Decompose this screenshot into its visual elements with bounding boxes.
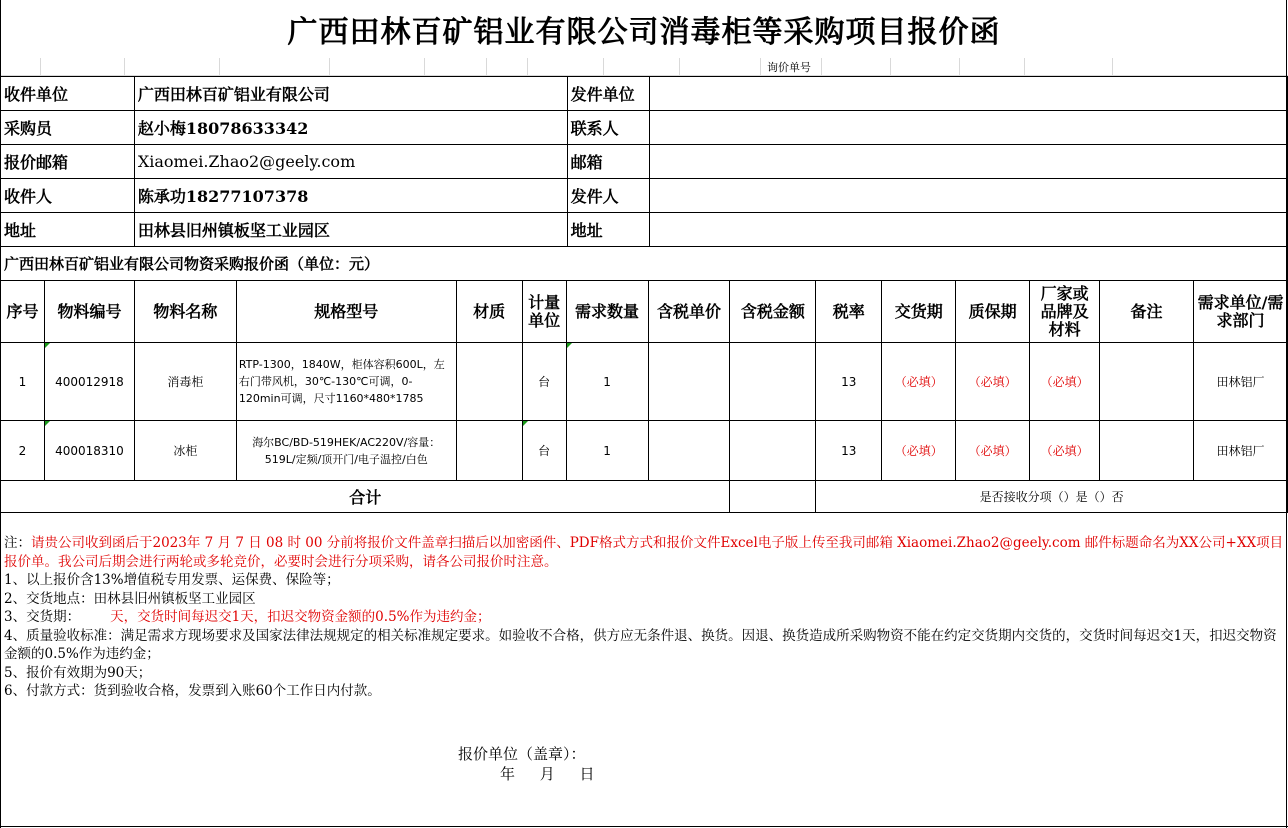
cell-tax: 13 [816,421,882,481]
total-label: 合计 [1,481,730,513]
cell-no: 2 [1,421,45,481]
table-header-row [1,281,1288,343]
cell-brand[interactable]: （必填） [1030,343,1100,421]
table-row [1,343,1288,421]
cell-remark[interactable] [1100,421,1194,481]
cell-dept: 田林铝厂 [1193,421,1287,481]
info-row [1,179,1288,213]
frame-border [0,826,1288,827]
info-table [0,76,1288,247]
info-label: 报价邮箱 [1,145,135,179]
cell-delivery[interactable]: （必填） [882,343,956,421]
col-header-tax: 税率 [816,281,882,343]
cell-delivery[interactable]: （必填） [882,421,956,481]
info-value[interactable]: 广西田林百矿铝业有限公司 [134,77,567,111]
cell-unit: 台 [522,421,566,481]
cell-no: 1 [1,343,45,421]
info-value[interactable]: 田林县旧州镇板坚工业园区 [134,213,567,247]
note-item: 2、交货地点：田林县旧州镇板坚工业园区 [4,590,256,607]
info-label: 收件人 [1,179,135,213]
signature-date: 年 月 日 [500,765,595,783]
info-row [1,77,1288,111]
note-item: 5、报价有效期为90天； [4,664,152,681]
col-header-remark: 备注 [1100,281,1194,343]
info-row [1,213,1288,247]
cell-tax: 13 [816,343,882,421]
note-item: 1、以上报价含13%增值税专用发票、运保费、保险等； [4,572,340,588]
frame-border [1286,0,1287,828]
cell-warranty[interactable]: （必填） [956,421,1030,481]
cell-price[interactable] [648,343,730,421]
col-header-spec: 规格型号 [236,281,456,343]
note-item [4,608,1284,627]
cell-amount[interactable] [730,421,816,481]
info-row [1,145,1288,179]
cell-material[interactable] [456,421,522,481]
col-header-delivery: 交货期 [882,281,956,343]
note-intro [4,534,1284,571]
cell-brand[interactable]: （必填） [1030,421,1100,481]
info-label-2: 邮箱 [567,145,649,179]
col-header-material: 材质 [456,281,522,343]
info-label-2: 发件人 [567,179,649,213]
subtitle-table [0,246,1288,281]
info-row [1,111,1288,145]
cell-dept: 田林铝厂 [1193,343,1287,421]
note-red-intro: 请贵公司收到函后于2023年 7 月 7 日 08 时 00 分前将报价文件盖章扫描后以加密函件、PDF格式方式和报价文件Excel电子版上传至我司邮箱 Xiaomei.Zhao2@geely.com 邮件标题命名为XX公司+XX项目报价单。我公司后期会进行两轮或多轮竞价，必要时会进行分项采购，请各公司报价时注意。 [4,535,1284,570]
cell-spec: 海尔BC/BD-519HEK/AC220V/容量：519L/定频/顶开门/电子温控/白色 [236,421,456,481]
info-value[interactable]: 陈承功18277107378 [134,179,567,213]
info-value-2[interactable] [649,111,1287,145]
col-header-brand: 厂家或品牌及材料 [1030,281,1100,343]
col-header-warranty: 质保期 [956,281,1030,343]
cell-material[interactable] [456,343,522,421]
cell-price[interactable] [648,421,730,481]
grid-row [0,58,1288,76]
inquiry-ref-label: 询价单号 [767,61,811,74]
col-header-amount: 含税金额 [730,281,816,343]
cell-qty: 1 [566,343,648,421]
cell-warranty[interactable]: （必填） [956,343,1030,421]
cell-spec: RTP-1300，1840W，柜体容积600L，左右门带风机，30℃-130℃可调，0-120min可调，尺寸1160*480*1785 [236,343,456,421]
info-label: 地址 [1,213,135,247]
info-label: 收件单位 [1,77,135,111]
col-header-price: 含税单价 [648,281,730,343]
col-header-qty: 需求数量 [566,281,648,343]
info-value[interactable]: Xiaomei.Zhao2@geely.com [134,145,567,179]
cell-code: 400018310 [44,421,134,481]
note-prefix: 注： [4,535,31,551]
cell-name: 冰柜 [134,421,236,481]
info-label-2: 发件单位 [567,77,649,111]
cell-remark[interactable] [1100,343,1194,421]
table-row [1,421,1288,481]
info-label: 采购员 [1,111,135,145]
total-row [1,481,1288,513]
section-subtitle: 广西田林百矿铝业有限公司物资采购报价函（单位：元） [1,247,1288,281]
signature-label: 报价单位（盖章）： [458,745,586,763]
cell-unit: 台 [522,343,566,421]
col-header-name: 物料名称 [134,281,236,343]
info-label-2: 联系人 [567,111,649,145]
info-value[interactable]: 赵小梅18078633342 [134,111,567,145]
info-value-2[interactable] [649,179,1287,213]
col-header-unit: 计量单位 [522,281,566,343]
info-value-2[interactable] [649,145,1287,179]
page-title: 广西田林百矿铝业有限公司消毒柜等采购项目报价函 [287,15,1001,50]
info-label-2: 地址 [567,213,649,247]
cell-amount[interactable] [730,343,816,421]
col-header-no: 序号 [1,281,45,343]
items-table [0,280,1288,513]
cell-qty: 1 [566,421,648,481]
info-value-2[interactable] [649,213,1287,247]
col-header-dept: 需求单位/需求部门 [1193,281,1287,343]
note-item: 4、质量验收标准：满足需求方现场要求及国家法律法规规定的相关标准规定要求。如验收不合格，供方应无条件退、换货。因退、换货造成所采购物资不能在约定交货期内交货的，交货时间每迟交1天，扣迟交物资金额的0.5%作为违约金； [4,627,1277,662]
note-item: 6、付款方式：货到验收合格，发票到入账60个工作日内付款。 [4,683,381,699]
note-item3-prefix: 3、交货期： [4,609,81,625]
col-header-code: 物料编号 [44,281,134,343]
total-amount[interactable] [730,481,816,513]
frame-border [0,0,1,828]
notes-block [4,534,1284,701]
info-value-2[interactable] [649,77,1287,111]
cell-name: 消毒柜 [134,343,236,421]
note-item3-red: 天，交货时间每迟交1天，扣迟交物资金额的0.5%作为违约金； [110,609,491,625]
cell-code: 400012918 [44,343,134,421]
acceptance-text: 是否接收分项（）是（）否 [816,481,1288,513]
